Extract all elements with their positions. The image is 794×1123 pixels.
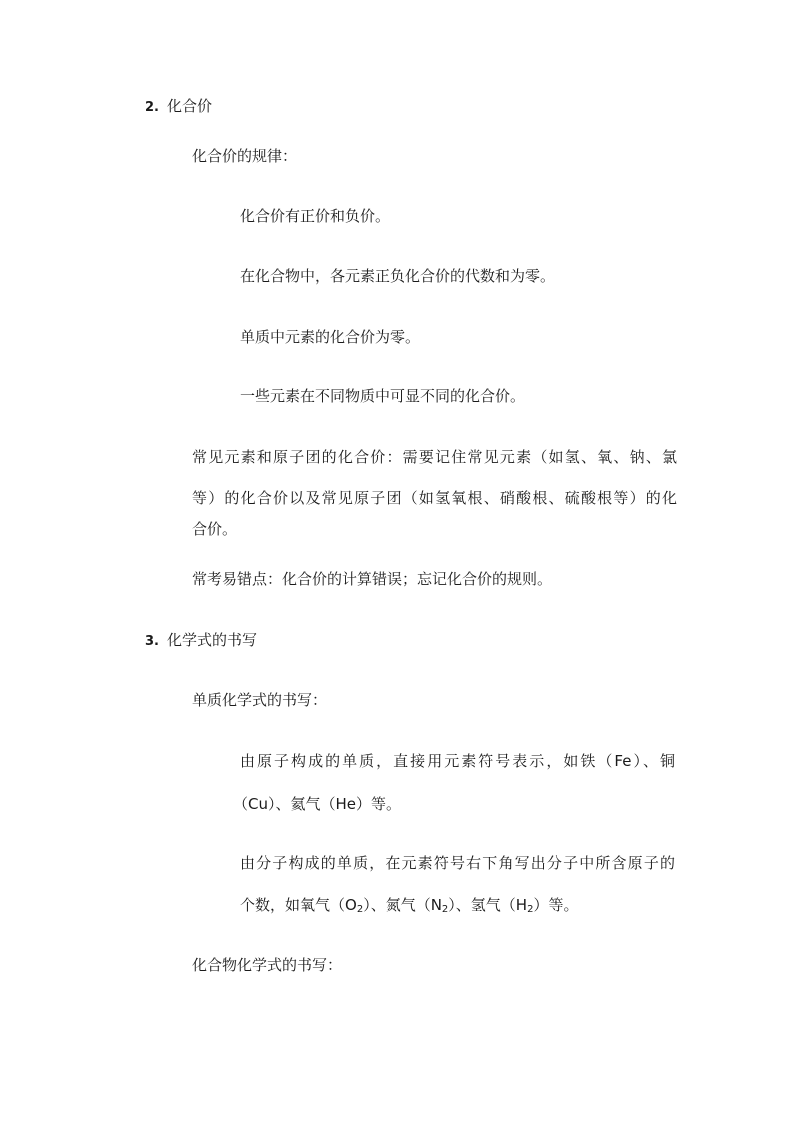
atomic-elemental-line-2: （Cu）、氦气（He）等。 (233, 795, 401, 813)
section-title: 化合价 (167, 97, 213, 115)
section-number: 2. (145, 100, 159, 115)
molecular-elemental-line-1: 由分子构成的单质，在元素符号右下角写出分子中所含原子的 (240, 854, 675, 872)
section-number: 3. (145, 634, 159, 649)
common-valence-line-2: 等）的化合价以及常见原子团（如氢氧根、硝酸根、硫酸根等）的化 (192, 489, 677, 507)
molecular-elemental-line-2: 个数，如氧气$(O_2)$、氮气$(N_2)$、氢气$(H_2)$等。 (240, 896, 579, 915)
valence-rule-3: 单质中元素的化合价为零。 (240, 328, 421, 346)
section-heading-formula (145, 630, 257, 652)
valence-rules-label: 化合价的规律： (192, 147, 298, 165)
valence-mistakes: 常考易错点：化合价的计算错误；忘记化合价的规则。 (192, 570, 553, 588)
section-title: 化学式的书写 (167, 631, 258, 649)
valence-rule-4: 一些元素在不同物质中可显不同的化合价。 (240, 387, 526, 405)
common-valence-line-1: 常见元素和原子团的化合价：需要记住常见元素（如氢、氧、钠、氯 (192, 448, 677, 466)
elemental-formula-label: 单质化学式的书写： (192, 691, 328, 709)
valence-rule-1: 化合价有正价和负价。 (240, 207, 391, 225)
section-heading-valence (145, 96, 212, 118)
atomic-elemental-line-1: 由原子构成的单质，直接用元素符号表示，如铁（Fe）、铜 (240, 752, 675, 770)
valence-rule-2: 在化合物中，各元素正负化合价的代数和为零。 (240, 267, 556, 285)
common-valence-line-3: 合价。 (192, 520, 238, 538)
compound-formula-label: 化合物化学式的书写： (192, 956, 343, 974)
